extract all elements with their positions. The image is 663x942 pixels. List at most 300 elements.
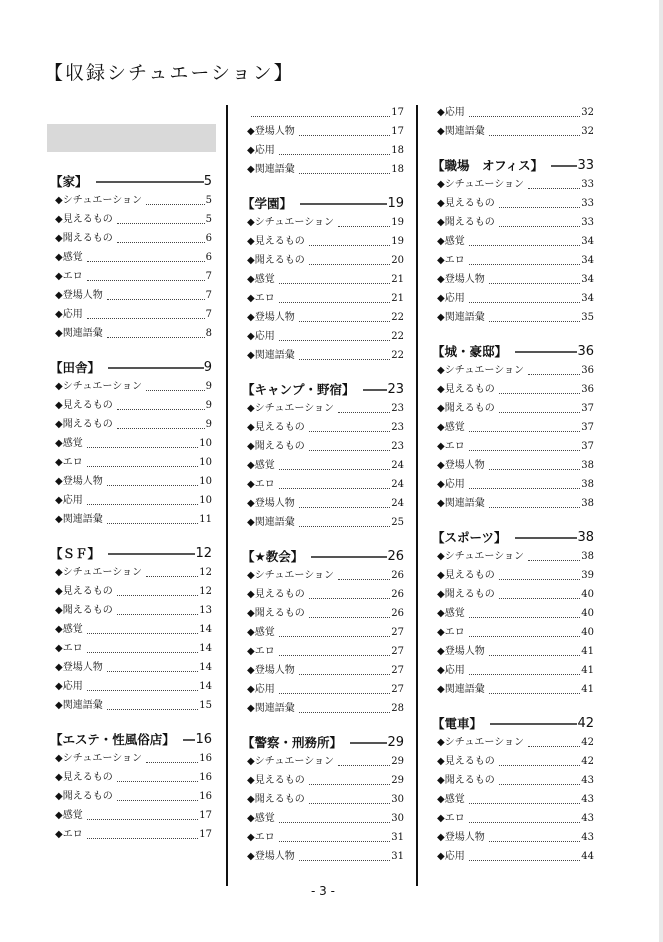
dot-leader — [469, 822, 581, 823]
entry-page: 34 — [581, 236, 594, 247]
entry-page: 23 — [391, 403, 404, 414]
dot-leader — [87, 690, 199, 691]
entry-page: 32 — [581, 107, 594, 118]
entry-label: ◆エロ — [55, 271, 83, 282]
dot-leader — [469, 245, 581, 246]
toc-entry[interactable] — [242, 399, 404, 418]
entry-label: ◆エロ — [55, 643, 83, 654]
toc-entry[interactable] — [50, 601, 212, 620]
toc-entry[interactable] — [242, 346, 404, 365]
dot-leader — [87, 504, 199, 505]
toc-entry[interactable] — [50, 768, 212, 787]
toc-entry[interactable] — [242, 752, 404, 771]
toc-entry[interactable] — [432, 289, 594, 308]
toc-entry[interactable] — [432, 566, 594, 585]
toc-entry[interactable] — [50, 396, 212, 415]
entry-label: ◆エロ — [247, 646, 275, 657]
toc-entry[interactable] — [242, 289, 404, 308]
gray-highlight-box — [47, 124, 216, 152]
entry-page: 40 — [581, 589, 594, 600]
toc-entry[interactable] — [242, 437, 404, 456]
entry-label: ◆感覚 — [247, 627, 275, 638]
dot-leader — [309, 598, 391, 599]
dot-leader — [489, 135, 581, 136]
entry-page: 17 — [199, 829, 212, 840]
entry-page: 43 — [581, 775, 594, 786]
toc-entry[interactable] — [242, 585, 404, 604]
dot-leader — [309, 784, 391, 785]
toc-entry[interactable] — [432, 680, 594, 699]
toc-entry[interactable] — [242, 475, 404, 494]
toc-entry[interactable] — [50, 434, 212, 453]
entry-page: 9 — [205, 381, 212, 392]
entry-label: ◆エロ — [437, 441, 465, 452]
entry-label: ◆エロ — [55, 457, 83, 468]
entry-label: ◆シチュエーション — [437, 179, 524, 190]
toc-section-heading[interactable] — [242, 194, 404, 213]
toc-entry[interactable] — [242, 566, 404, 585]
dot-leader — [499, 226, 581, 227]
toc-entry[interactable] — [50, 377, 212, 396]
entry-label: ◆シチュエーション — [437, 737, 524, 748]
entry-label: ◆関連語彙 — [55, 700, 103, 711]
toc-entry[interactable] — [432, 361, 594, 380]
entry-page: 26 — [391, 608, 404, 619]
entry-label: ◆エロ — [247, 479, 275, 490]
toc-entry[interactable] — [432, 103, 594, 122]
toc-entry[interactable] — [432, 456, 594, 475]
toc-entry[interactable] — [432, 585, 594, 604]
toc-column-2 — [242, 103, 404, 866]
entry-page: 24 — [391, 460, 404, 471]
dot-leader — [338, 579, 390, 580]
entry-label: ◆登場人物 — [247, 126, 295, 137]
entry-page: 16 — [199, 753, 212, 764]
entry-label: ◆見えるもの — [55, 586, 113, 597]
entry-page: 17 — [391, 126, 404, 137]
entry-page: 14 — [199, 624, 212, 635]
toc-section-heading[interactable] — [242, 380, 404, 399]
toc-entry[interactable] — [242, 327, 404, 346]
entry-page: 23 — [391, 441, 404, 452]
section-label: 【学園】 — [242, 196, 293, 211]
dot-leader — [279, 154, 391, 155]
entry-page: 33 — [581, 179, 594, 190]
entry-label: ◆登場人物 — [247, 851, 295, 862]
entry-page: 21 — [391, 293, 404, 304]
dot-leader — [87, 280, 205, 281]
entry-page: 43 — [581, 794, 594, 805]
entry-label: ◆シチュエーション — [437, 551, 524, 562]
entry-page: 18 — [391, 164, 404, 175]
entry-page: 38 — [581, 460, 594, 471]
toc-entry[interactable] — [242, 251, 404, 270]
toc-entry[interactable] — [50, 563, 212, 582]
entry-page: 33 — [581, 217, 594, 228]
toc-entry[interactable] — [432, 547, 594, 566]
toc-entry[interactable] — [50, 806, 212, 825]
toc-entry[interactable] — [50, 677, 212, 696]
toc-entry[interactable] — [242, 847, 404, 866]
dot-leader — [87, 447, 199, 448]
dot-leader — [528, 188, 580, 189]
toc-entry[interactable] — [50, 324, 212, 343]
entry-label: ◆関連語彙 — [437, 684, 485, 695]
section-page: 29 — [387, 735, 404, 750]
toc-entry[interactable] — [242, 103, 404, 122]
dot-leader — [338, 765, 390, 766]
dot-leader — [499, 393, 581, 394]
toc-entry[interactable] — [50, 510, 212, 529]
leader-line — [108, 367, 204, 369]
entry-label: ◆エロ — [437, 255, 465, 266]
dot-leader — [309, 450, 391, 451]
entry-label: ◆シチュエーション — [55, 195, 142, 206]
toc-entry[interactable] — [432, 790, 594, 809]
entry-label: ◆感覚 — [55, 252, 83, 263]
dot-leader — [299, 135, 391, 136]
toc-entry[interactable] — [432, 175, 594, 194]
toc-entry[interactable] — [50, 267, 212, 286]
entry-page: 34 — [581, 274, 594, 285]
toc-entry[interactable] — [432, 232, 594, 251]
toc-entry[interactable] — [50, 825, 212, 844]
toc-entry[interactable] — [50, 696, 212, 715]
dot-leader — [279, 340, 391, 341]
toc-entry[interactable] — [50, 620, 212, 639]
entry-label: ◆エロ — [247, 832, 275, 843]
entry-label: ◆感覚 — [437, 236, 465, 247]
entry-label: ◆聞えるもの — [437, 775, 495, 786]
toc-entry[interactable] — [242, 680, 404, 699]
dot-leader — [279, 302, 391, 303]
toc-entry[interactable] — [432, 308, 594, 327]
entry-page: 36 — [581, 384, 594, 395]
leader-line — [551, 165, 577, 167]
entry-page: 11 — [199, 514, 212, 525]
dot-leader — [117, 614, 199, 615]
toc-entry[interactable] — [432, 642, 594, 661]
entry-label: ◆応用 — [247, 684, 275, 695]
toc-entry[interactable] — [50, 248, 212, 267]
section-page: 23 — [387, 382, 404, 397]
entry-label: ◆応用 — [437, 479, 465, 490]
toc-entry[interactable] — [50, 658, 212, 677]
toc-entry[interactable] — [242, 828, 404, 847]
dot-leader — [299, 860, 391, 861]
dot-leader — [499, 598, 581, 599]
toc-entry[interactable] — [432, 752, 594, 771]
dot-leader — [309, 264, 391, 265]
toc-entry[interactable] — [242, 122, 404, 141]
toc-entry[interactable] — [432, 270, 594, 289]
dot-leader — [87, 318, 205, 319]
entry-page: 5 — [205, 195, 212, 206]
entry-label: ◆感覚 — [55, 438, 83, 449]
entry-page: 39 — [581, 570, 594, 581]
entry-page: 29 — [391, 756, 404, 767]
entry-page: 42 — [581, 737, 594, 748]
entry-label: ◆応用 — [55, 309, 83, 320]
dot-leader — [469, 116, 581, 117]
entry-label: ◆関連語彙 — [55, 328, 103, 339]
entry-page: 8 — [205, 328, 212, 339]
dot-leader — [251, 116, 390, 117]
section-page: 26 — [387, 549, 404, 564]
toc-entry[interactable] — [242, 160, 404, 179]
toc-entry[interactable] — [242, 642, 404, 661]
entry-page: 6 — [205, 252, 212, 263]
toc-entry[interactable] — [432, 475, 594, 494]
section-page: 36 — [577, 344, 594, 359]
dot-leader — [469, 264, 581, 265]
toc-entry[interactable] — [50, 472, 212, 491]
dot-leader — [469, 674, 581, 675]
entry-page: 16 — [199, 791, 212, 802]
entry-page: 10 — [199, 495, 212, 506]
dot-leader — [338, 226, 390, 227]
entry-page: 31 — [391, 851, 404, 862]
toc-entry[interactable] — [432, 828, 594, 847]
entry-label: ◆見えるもの — [55, 772, 113, 783]
toc-entry[interactable] — [242, 513, 404, 532]
toc-section-heading[interactable] — [50, 730, 212, 749]
toc-entry[interactable] — [432, 251, 594, 270]
entry-label: ◆シチュエーション — [247, 570, 334, 581]
toc-section-heading[interactable] — [432, 714, 594, 733]
entry-label: ◆聞えるもの — [437, 589, 495, 600]
toc-entry[interactable] — [242, 790, 404, 809]
toc-section-heading[interactable] — [432, 156, 594, 175]
entry-page: 18 — [391, 145, 404, 156]
toc-entry[interactable] — [432, 733, 594, 752]
dot-leader — [117, 428, 205, 429]
entry-label: ◆登場人物 — [247, 665, 295, 676]
toc-entry[interactable] — [50, 191, 212, 210]
entry-page: 27 — [391, 665, 404, 676]
entry-label: ◆聞えるもの — [437, 217, 495, 228]
entry-label: ◆シチュエーション — [247, 403, 334, 414]
entry-page: 28 — [391, 703, 404, 714]
entry-page: 22 — [391, 350, 404, 361]
section-label: 【職場 オフィス】 — [432, 158, 544, 173]
toc-entry[interactable] — [50, 639, 212, 658]
entry-page: 43 — [581, 813, 594, 824]
toc-entry[interactable] — [50, 453, 212, 472]
entry-label: ◆聞えるもの — [247, 608, 305, 619]
dot-leader — [87, 819, 199, 820]
toc-entry[interactable] — [242, 604, 404, 623]
section-page: 5 — [203, 174, 212, 189]
toc-entry[interactable] — [242, 809, 404, 828]
entry-page: 14 — [199, 662, 212, 673]
entry-page: 42 — [581, 756, 594, 767]
dot-leader — [309, 617, 391, 618]
entry-page: 14 — [199, 681, 212, 692]
toc-entry[interactable] — [432, 623, 594, 642]
toc-column-3 — [432, 103, 594, 866]
dot-leader — [299, 359, 391, 360]
toc-entry[interactable] — [242, 623, 404, 642]
dot-leader — [489, 655, 581, 656]
toc-entry[interactable] — [242, 699, 404, 718]
entry-label: ◆登場人物 — [247, 312, 295, 323]
entry-label: ◆関連語彙 — [437, 126, 485, 137]
toc-section-heading[interactable] — [242, 733, 404, 752]
dot-leader — [469, 450, 581, 451]
section-label: 【スポーツ】 — [432, 530, 507, 545]
toc-section-heading[interactable] — [432, 528, 594, 547]
toc-entry[interactable] — [50, 229, 212, 248]
dot-leader — [489, 283, 581, 284]
toc-entry[interactable] — [50, 787, 212, 806]
toc-section-heading[interactable] — [50, 172, 212, 191]
toc-entry[interactable] — [50, 582, 212, 601]
toc-entry[interactable] — [432, 847, 594, 866]
entry-label: ◆見えるもの — [55, 214, 113, 225]
dot-leader — [528, 560, 580, 561]
toc-entry[interactable] — [242, 771, 404, 790]
dot-leader — [279, 841, 391, 842]
entry-page: 38 — [581, 479, 594, 490]
section-label: 【家】 — [50, 174, 88, 189]
toc-entry[interactable] — [432, 604, 594, 623]
entry-page: 12 — [199, 586, 212, 597]
dot-leader — [87, 633, 199, 634]
leader-line — [515, 351, 577, 353]
toc-entry[interactable] — [242, 141, 404, 160]
entry-page: 7 — [205, 290, 212, 301]
toc-section-heading[interactable] — [50, 544, 212, 563]
toc-entry[interactable] — [50, 305, 212, 324]
dot-leader — [299, 507, 391, 508]
entry-page: 21 — [391, 274, 404, 285]
toc-entry[interactable] — [242, 456, 404, 475]
page-edge — [659, 0, 663, 942]
entry-page: 6 — [205, 233, 212, 244]
entry-page: 27 — [391, 646, 404, 657]
toc-entry[interactable] — [432, 771, 594, 790]
toc-entry[interactable] — [432, 213, 594, 232]
section-label: 【ＳＦ】 — [50, 546, 101, 561]
section-page: 19 — [387, 196, 404, 211]
toc-entry[interactable] — [242, 494, 404, 513]
entry-label: ◆見えるもの — [437, 756, 495, 767]
dot-leader — [117, 781, 199, 782]
entry-label: ◆シチュエーション — [55, 381, 142, 392]
dot-leader — [146, 762, 198, 763]
entry-label: ◆登場人物 — [55, 662, 103, 673]
entry-page: 24 — [391, 498, 404, 509]
dot-leader — [499, 784, 581, 785]
section-label: 【電車】 — [432, 716, 483, 731]
toc-entry[interactable] — [432, 380, 594, 399]
entry-page: 10 — [199, 476, 212, 487]
entry-label: ◆見えるもの — [437, 570, 495, 581]
entry-label: ◆関連語彙 — [247, 703, 295, 714]
entry-label: ◆関連語彙 — [247, 350, 295, 361]
entry-label: ◆見えるもの — [247, 236, 305, 247]
entry-page: 22 — [391, 312, 404, 323]
entry-label: ◆聞えるもの — [247, 255, 305, 266]
entry-page: 9 — [205, 400, 212, 411]
entry-label: ◆登場人物 — [437, 460, 485, 471]
toc-entry[interactable] — [50, 286, 212, 305]
dot-leader — [107, 671, 199, 672]
entry-page: 7 — [205, 309, 212, 320]
entry-page: 22 — [391, 331, 404, 342]
toc-entry[interactable] — [432, 194, 594, 213]
entry-label: ◆応用 — [55, 681, 83, 692]
entry-label: ◆感覚 — [437, 608, 465, 619]
entry-page: 40 — [581, 627, 594, 638]
entry-label: ◆感覚 — [55, 624, 83, 635]
toc-entry[interactable] — [432, 418, 594, 437]
toc-entry[interactable] — [242, 418, 404, 437]
toc-entry[interactable] — [242, 232, 404, 251]
toc-entry[interactable] — [432, 809, 594, 828]
toc-section-heading[interactable] — [242, 547, 404, 566]
entry-page: 34 — [581, 293, 594, 304]
entry-page: 41 — [581, 684, 594, 695]
page-title: 【収録シチュエーション】 — [44, 62, 295, 84]
toc-entry[interactable] — [50, 210, 212, 229]
toc-entry[interactable] — [50, 749, 212, 768]
toc-section-heading[interactable] — [50, 358, 212, 377]
leader-line — [300, 203, 387, 205]
entry-label: ◆聞えるもの — [247, 794, 305, 805]
dot-leader — [499, 765, 581, 766]
entry-page: 32 — [581, 126, 594, 137]
toc-entry[interactable] — [242, 270, 404, 289]
leader-line — [96, 181, 204, 183]
dot-leader — [499, 412, 581, 413]
toc-section-heading[interactable] — [432, 342, 594, 361]
toc-entry[interactable] — [242, 213, 404, 232]
entry-page: 19 — [391, 236, 404, 247]
toc-entry[interactable] — [50, 491, 212, 510]
toc-entry[interactable] — [432, 661, 594, 680]
toc-entry[interactable] — [432, 122, 594, 141]
entry-label: ◆聞えるもの — [55, 233, 113, 244]
toc-column-1 — [50, 172, 212, 844]
entry-label: ◆聞えるもの — [437, 403, 495, 414]
dot-leader — [489, 469, 581, 470]
toc-entry[interactable] — [50, 415, 212, 434]
entry-page: 41 — [581, 665, 594, 676]
dot-leader — [499, 207, 581, 208]
entry-page: 44 — [581, 851, 594, 862]
leader-line — [108, 553, 195, 555]
section-label: 【城・豪邸】 — [432, 344, 508, 359]
dot-leader — [528, 374, 580, 375]
toc-entry[interactable] — [242, 308, 404, 327]
section-page: 42 — [577, 716, 594, 731]
toc-entry[interactable] — [242, 661, 404, 680]
entry-page: 14 — [199, 643, 212, 654]
dot-leader — [279, 655, 391, 656]
entry-label: ◆応用 — [437, 107, 465, 118]
dot-leader — [469, 302, 581, 303]
toc-entry[interactable] — [432, 437, 594, 456]
toc-entry[interactable] — [432, 399, 594, 418]
toc-entry[interactable] — [432, 494, 594, 513]
entry-label: ◆応用 — [437, 851, 465, 862]
leader-line — [311, 556, 387, 558]
entry-page: 26 — [391, 589, 404, 600]
entry-page: 10 — [199, 457, 212, 468]
dot-leader — [309, 245, 391, 246]
